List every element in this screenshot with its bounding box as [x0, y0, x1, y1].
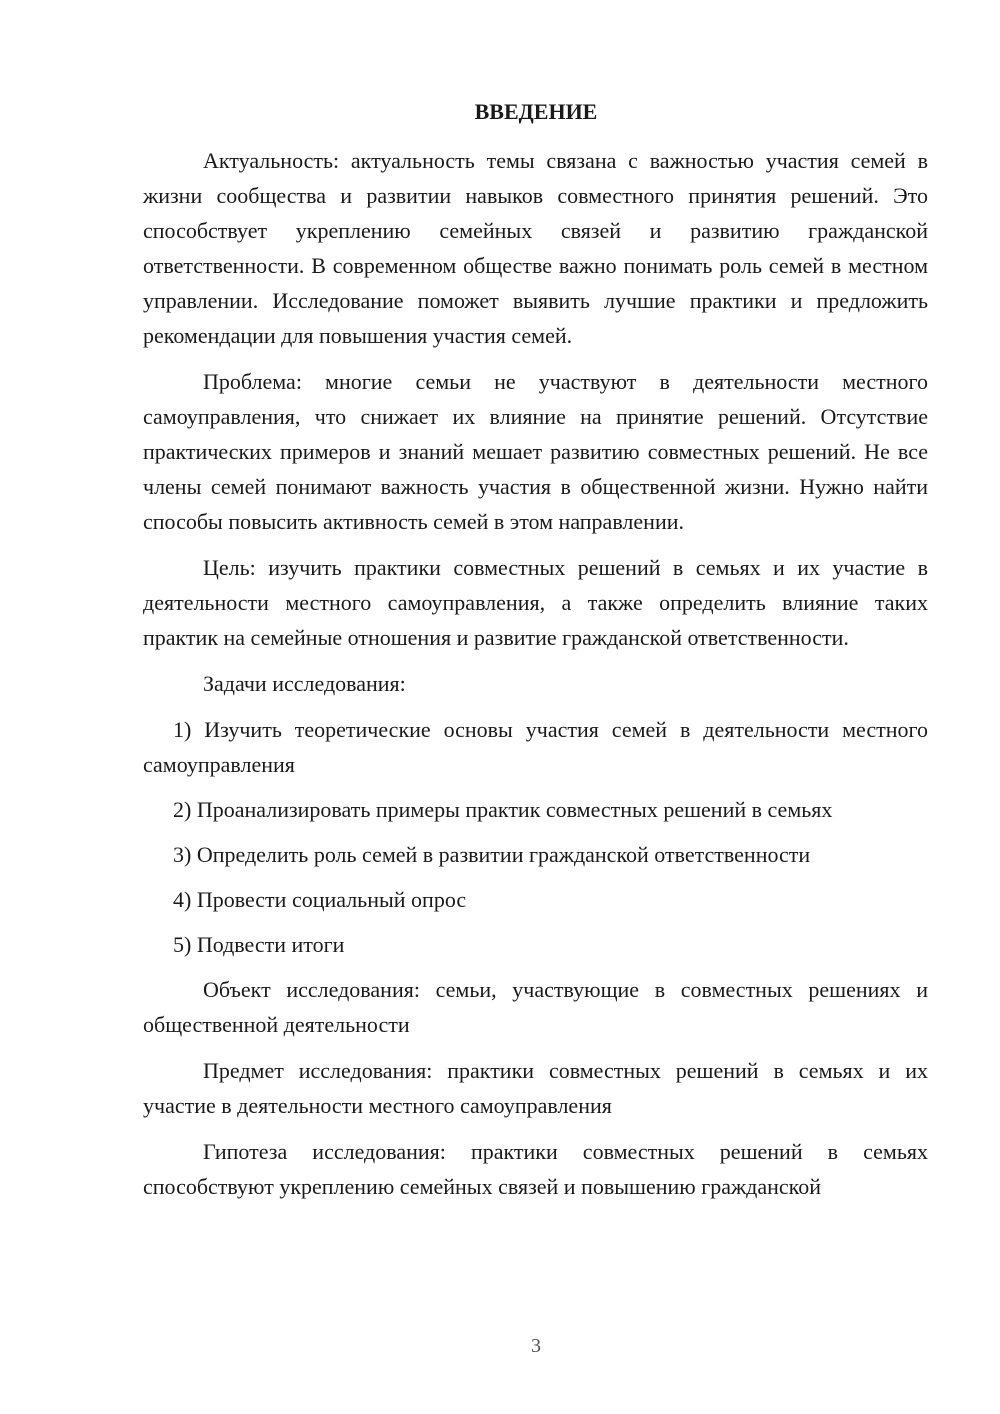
section-heading: ВВЕДЕНИЕ — [474, 99, 598, 124]
task-item-5: 5) Подвести итоги — [173, 932, 345, 957]
task-item-3: 3) Определить роль семей в развитии гражданской ответственности — [173, 842, 811, 867]
page-number: 3 — [531, 1335, 541, 1357]
task-item-2: 2) Проанализировать примеры практик совместных решений в семьях — [173, 797, 833, 822]
hypothesis-paragraph: Гипотеза исследования: практики совместных решений в семьях способствуют укреплению семейных связей и повышению гражданской — [143, 1139, 928, 1199]
object-paragraph: Объект исследования: семьи, участвующие в совместных решениях и общественной деятельности — [143, 977, 928, 1037]
body-text — [143, 143, 928, 1215]
goal-paragraph: Цель: изучить практики совместных решений в семьях и их участие в деятельности местного самоуправления, а также определить влияние таких практик на семейные отношения и развитие гражданской ответственности. — [143, 555, 928, 650]
tasks-list — [143, 712, 928, 962]
relevance-paragraph: Актуальность: актуальность темы связана с важностью участия семей в жизни сообщества и развитии навыков совместного принятия решений. Это способствует укреплению семейных связей и развитию гражданской ответственности. В современном обществе важно понимать роль семей в местном управлении. Исследование поможет выявить лучшие практики и предложить рекомендации для повышения участия семей. — [143, 148, 928, 348]
tasks-title: Задачи исследования: — [203, 671, 406, 696]
task-item-4: 4) Провести социальный опрос — [173, 887, 467, 912]
subject-paragraph: Предмет исследования: практики совместных решений в семьях и их участие в деятельности местного самоуправления — [143, 1058, 928, 1118]
task-item-1: 1) Изучить теоретические основы участия семей в деятельности местного самоуправления — [143, 717, 928, 777]
problem-paragraph: Проблема: многие семьи не участвуют в деятельности местного самоуправления, что снижает их влияние на принятие решений. Отсутствие практических примеров и знаний мешает развитию совместных решений. Не все члены семей понимают важность участия в общественной жизни. Нужно найти способы повысить активность семей в этом направлении. — [143, 369, 928, 534]
